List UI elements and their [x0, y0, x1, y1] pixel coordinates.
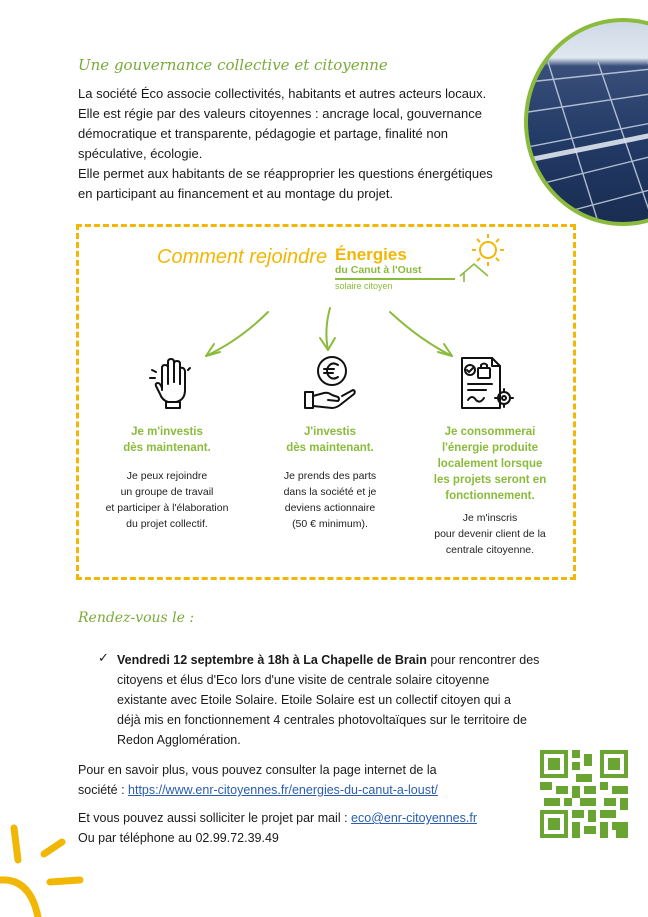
text-line: Je prends des parts — [283, 470, 377, 482]
heading-line: fonctionnement. — [445, 490, 535, 502]
website-link[interactable]: https://www.enr-citoyennes.fr/energies-du-canut-a-loust/ — [128, 783, 438, 797]
brand-divider — [335, 278, 455, 280]
column-text — [410, 510, 570, 558]
column-text — [250, 468, 410, 532]
heading-line: Je consommerai — [444, 426, 536, 438]
euro-coin-hand-icon — [302, 354, 358, 412]
text-line: déjà mis en fonctionnement 4 centrales photovoltaïques sur le territoire de — [117, 713, 527, 727]
heading-line: l'énergie produite — [441, 442, 539, 454]
solar-panel-photo — [524, 18, 648, 226]
column-consume — [410, 424, 570, 558]
sun-house-icon — [440, 232, 512, 288]
text-line: Redon Agglomération. — [117, 733, 241, 747]
text-line: spéculative, écologie. — [78, 146, 203, 161]
governance-text — [78, 84, 528, 204]
text-line: dans la société et je — [283, 486, 377, 498]
column-heading — [250, 424, 410, 456]
text-line: et participer à l'élaboration — [105, 502, 229, 514]
text-line — [78, 808, 538, 828]
column-heading — [82, 424, 252, 456]
text-line: Elle permet aux habitants de se réapproprier les questions énergétiques — [78, 166, 493, 181]
rdv-text: pour rencontrer des — [426, 653, 540, 667]
text-line: Elle est régie par des valeurs citoyennes : ancrage local, gouvernance — [78, 106, 482, 121]
brand-tagline: solaire citoyen — [335, 280, 393, 291]
join-title: Comment rejoindre — [157, 246, 328, 268]
section-heading-governance: Une gouvernance collective et citoyenne — [78, 56, 388, 74]
heading-line: dès maintenant. — [123, 442, 211, 454]
heading-line: Je m'investis — [131, 426, 203, 438]
text-prefix: Et vous pouvez aussi solliciter le projet par mail : — [78, 811, 352, 825]
text-line: du projet collectif. — [126, 518, 208, 530]
column-text — [82, 468, 252, 532]
qr-code[interactable] — [540, 750, 628, 838]
text-prefix: société : — [78, 783, 129, 797]
contact-mail-phone — [78, 808, 538, 848]
text-line: Je peux rejoindre — [126, 470, 208, 482]
heading-line: les projets seront en — [433, 474, 547, 486]
rdv-bullet — [117, 650, 587, 750]
text-line: La société Éco associe collectivités, habitants et autres acteurs locaux. — [78, 86, 487, 101]
contact-website — [78, 760, 528, 800]
heading-line: localement lorsque — [437, 458, 543, 470]
text-line: existante avec Etoile Solaire. Etoile Solaire est un collectif citoyen qui a — [117, 693, 511, 707]
check-icon: ✓ — [98, 650, 109, 665]
text-line: deviens actionnaire — [284, 502, 376, 514]
text-line: (50 € minimum). — [292, 518, 368, 530]
heading-line: J'investis — [304, 426, 356, 438]
arrow-left — [206, 312, 268, 356]
text-line: Je m'inscris — [462, 512, 518, 524]
text-line: en participant au financement et au montage du projet. — [78, 186, 394, 201]
column-heading — [410, 424, 570, 504]
arrow-right — [390, 312, 452, 356]
column-invest-money — [250, 424, 410, 532]
column-invest-time — [82, 424, 252, 532]
rdv-date-location: Vendredi 12 septembre à 18h à La Chapelle de Brain — [117, 653, 427, 667]
text-line: citoyens et élus d'Eco lors d'une visite de centrale solaire citoyenne — [117, 673, 490, 687]
email-link[interactable]: eco@enr-citoyennes.fr — [351, 811, 477, 825]
text-line: pour devenir client de la — [434, 528, 546, 540]
sun-decoration-icon — [0, 820, 90, 917]
text-line: centrale citoyenne. — [445, 544, 535, 556]
brand-sub: du Canut à l'Oust — [335, 264, 422, 276]
contract-document-icon — [456, 354, 518, 414]
phone-line: Ou par téléphone au 02.99.72.39.49 — [78, 831, 279, 845]
arrow-middle — [326, 308, 330, 350]
brand-main: Énergies — [335, 245, 407, 264]
text-line — [78, 780, 528, 800]
raised-hand-icon — [148, 356, 192, 412]
bullet-first-line — [117, 650, 587, 670]
heading-line: dès maintenant. — [286, 442, 374, 454]
text-line: un groupe de travail — [120, 486, 214, 498]
text-line: Pour en savoir plus, vous pouvez consulter la page internet de la — [78, 763, 437, 777]
section-heading-rdv: Rendez-vous le : — [78, 610, 195, 626]
text-line: démocratique et transparente, pédagogie et partage, finalité non — [78, 126, 449, 141]
